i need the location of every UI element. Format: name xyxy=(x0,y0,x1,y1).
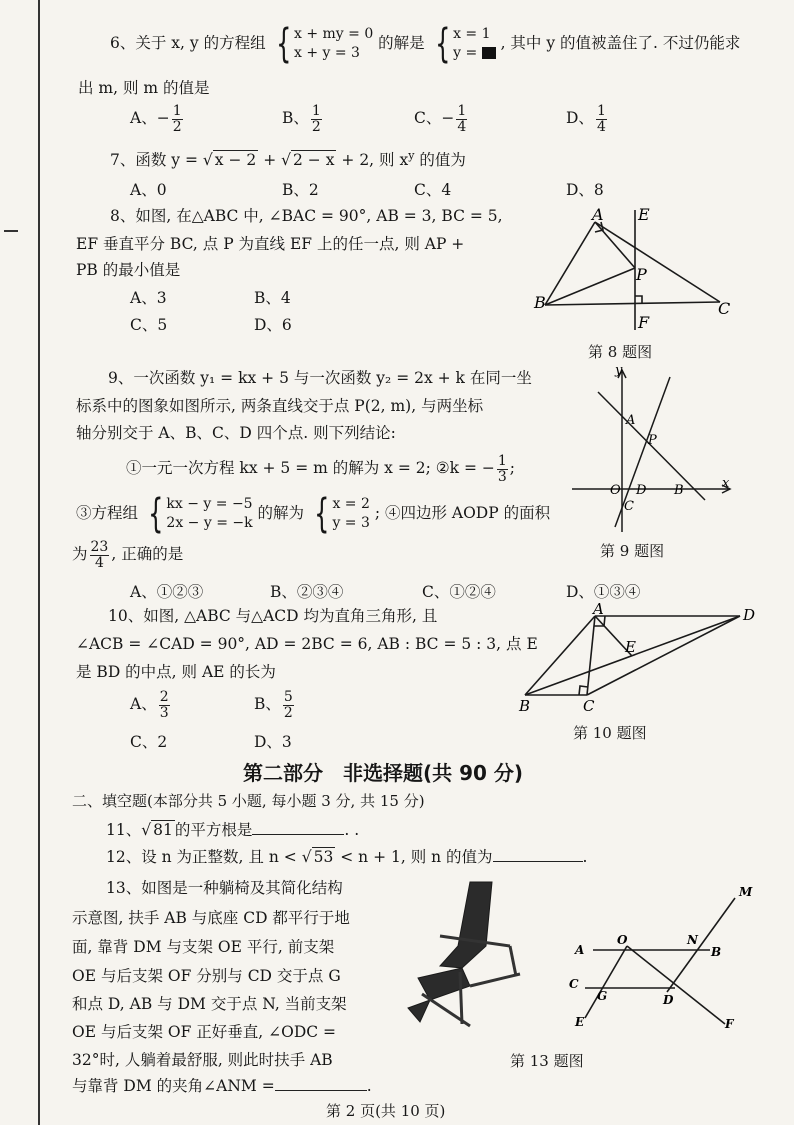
option-a xyxy=(130,104,185,134)
denominator: 2 xyxy=(311,118,321,135)
question-number: 11、 xyxy=(106,821,142,839)
label-p: P xyxy=(636,265,647,284)
figure-q13 xyxy=(565,880,760,1030)
option-d: D、①③④ xyxy=(566,583,641,601)
figure-caption: 第 8 题图 xyxy=(588,343,653,361)
option-c xyxy=(414,104,469,134)
option-label: B、 xyxy=(282,109,309,128)
question-13-line-7: 32°时, 人躺着最舒服, 则此时扶手 AB xyxy=(72,1051,333,1069)
option-d: D、3 xyxy=(254,733,292,751)
denominator: 3 xyxy=(497,468,507,485)
segment-ac xyxy=(587,616,595,695)
question-text: . xyxy=(366,1077,372,1095)
segment-ab xyxy=(525,616,595,695)
question-text: ③方程组 xyxy=(76,504,139,522)
denominator: 2 xyxy=(283,704,293,721)
label-a: A xyxy=(575,943,585,957)
denominator: 3 xyxy=(159,704,169,721)
question-9-line-6 xyxy=(72,540,183,570)
option-label: B、 xyxy=(254,695,281,714)
question-text: 12、设 n 为正整数, 且 n < xyxy=(106,848,297,866)
line-dm xyxy=(667,898,735,992)
option-a: A、①②③ xyxy=(130,583,204,601)
question-8-line-2: EF 垂直平分 BC, 点 P 为直线 EF 上的任一点, 则 AP + xyxy=(76,235,465,253)
question-13-line-1: 13、如图是一种躺椅及其简化结构 xyxy=(106,879,343,897)
right-angle-mark xyxy=(635,296,642,303)
label-g: G xyxy=(597,989,608,1003)
label-a: A xyxy=(593,600,604,618)
label-e: E xyxy=(625,638,636,656)
equation-row: x + my = 0 xyxy=(293,26,374,43)
numerator: 1 xyxy=(311,103,321,119)
chair-leg xyxy=(460,972,462,1024)
chair-backrest xyxy=(440,882,492,968)
equation-row: 2x − y = −k xyxy=(166,515,253,531)
figure-q9 xyxy=(560,362,750,537)
label-d: D xyxy=(743,606,756,624)
radical: √ 2 − x xyxy=(281,151,335,169)
question-text: 关于 x, y 的方程组 xyxy=(135,34,266,52)
numerator: 23 xyxy=(90,539,109,555)
fraction xyxy=(497,454,508,484)
plus-sign: + xyxy=(263,151,277,169)
fraction xyxy=(311,104,322,134)
question-9-line-5 xyxy=(76,491,551,537)
question-text: 与靠背 DM 的夹角∠ANM = xyxy=(72,1077,275,1095)
solution-system: { x = 2 y = 3 xyxy=(314,491,370,537)
binding-margin-line xyxy=(38,0,40,1125)
numerator: 1 xyxy=(497,453,507,469)
question-text: . . xyxy=(344,821,360,839)
option-a: A、0 xyxy=(130,181,167,199)
question-13-line-2: 示意图, 扶手 AB 与底座 CD 都平行于地 xyxy=(72,909,350,927)
answer-blank[interactable] xyxy=(275,1090,367,1091)
question-text: 7、函数 y = xyxy=(110,151,198,169)
question-text: ; xyxy=(509,459,516,478)
question-6-line-1 xyxy=(110,21,741,67)
numerator: 5 xyxy=(283,689,293,705)
option-label: A、− xyxy=(130,109,170,128)
equation-system: { x + my = 0 x + y = 3 xyxy=(275,21,374,67)
option-d: D、8 xyxy=(566,181,604,199)
answer-blank[interactable] xyxy=(252,834,344,835)
option-label: D、 xyxy=(566,109,594,128)
label-e: E xyxy=(638,205,650,224)
figure-caption: 第 9 题图 xyxy=(600,542,665,560)
radical: √ 53 xyxy=(301,848,334,866)
equation-row: y = xyxy=(453,45,478,61)
label-x: x xyxy=(722,476,730,491)
question-text: 的解为 xyxy=(257,504,305,522)
fraction xyxy=(172,104,183,134)
label-b: B xyxy=(674,483,684,498)
question-13-line-3: 面, 靠背 DM 与支架 OE 平行, 前支架 xyxy=(72,938,335,956)
question-9-line-4 xyxy=(126,454,515,484)
fraction xyxy=(159,690,170,720)
fill-in-heading: 二、填空题(本部分共 5 小题, 每小题 3 分, 共 15 分) xyxy=(72,792,425,810)
label-c: C xyxy=(624,499,634,514)
equation-row: x = 2 xyxy=(332,496,370,513)
question-text: , 正确的是 xyxy=(111,545,184,564)
label-f: F xyxy=(725,1017,734,1030)
label-p: P xyxy=(648,433,657,448)
numerator: 1 xyxy=(596,103,606,119)
label-c: C xyxy=(569,977,579,991)
question-10-line-2: ∠ACB = ∠CAD = 90°, AD = 2BC = 6, AB : BC = 5 : 3, 点 E xyxy=(76,635,538,653)
question-8-line-3: PB 的最小值是 xyxy=(76,261,181,279)
exponent: y xyxy=(408,148,415,162)
chair-frame xyxy=(470,974,520,986)
denominator: 2 xyxy=(172,118,182,135)
question-text: + 2, 则 x xyxy=(341,151,409,169)
question-9-line-1: 9、一次函数 y₁ = kx + 5 与一次函数 y₂ = 2x + k 在同一坐 xyxy=(108,369,532,387)
question-text: ; ④四边形 AODP 的面积 xyxy=(374,504,551,522)
label-o: O xyxy=(610,483,621,498)
label-b: B xyxy=(711,945,722,959)
segment-bp xyxy=(545,268,635,305)
binding-margin-mark xyxy=(4,230,18,232)
question-text: 的值为 xyxy=(419,151,466,169)
equation-row: y = 3 xyxy=(332,515,370,531)
label-a: A xyxy=(626,413,636,428)
label-d: D xyxy=(636,483,647,498)
question-13-line-8 xyxy=(72,1074,372,1096)
option-c: C、①②④ xyxy=(422,583,496,601)
recliner-chair-photo xyxy=(400,876,535,1036)
option-a: A、3 xyxy=(130,289,167,307)
label-d: D xyxy=(663,993,674,1007)
question-6-line-2: 出 m, 则 m 的值是 xyxy=(78,79,210,97)
question-9-line-3: 轴分别交于 A、B、C、D 四个点. 则下列结论: xyxy=(76,424,396,442)
segment-ac xyxy=(595,222,720,302)
section-title: 第二部分 非选择题(共 90 分) xyxy=(243,761,524,785)
label-f: F xyxy=(638,313,650,332)
numerator: 2 xyxy=(159,689,169,705)
radicand: x − 2 xyxy=(214,151,257,169)
option-b: B、4 xyxy=(254,289,291,307)
chair-frame xyxy=(510,946,516,976)
question-text: 的解是 xyxy=(378,34,425,52)
option-d: D、6 xyxy=(254,316,292,334)
question-10-line-1: 10、如图, △ABC 与△ACD 均为直角三角形, 且 xyxy=(108,607,438,625)
label-e: E xyxy=(575,1015,585,1029)
label-c: C xyxy=(583,697,595,715)
radical: √ x − 2 xyxy=(202,151,257,169)
segment-bc xyxy=(545,302,720,305)
figure-caption: 第 13 题图 xyxy=(510,1052,584,1070)
label-b: B xyxy=(534,293,546,312)
radicand: 2 − x xyxy=(293,151,335,169)
numerator: 1 xyxy=(172,103,182,119)
question-13-line-4: OE 与后支架 OF 分别与 CD 交于点 G xyxy=(72,967,341,985)
option-c: C、5 xyxy=(130,316,168,334)
question-text: < n + 1, 则 n 的值为 xyxy=(340,848,493,866)
segment-ab xyxy=(545,222,595,305)
page-footer: 第 2 页(共 10 页) xyxy=(326,1102,446,1120)
question-text: 的平方根是 xyxy=(174,821,253,839)
figure-caption: 第 10 题图 xyxy=(573,724,647,742)
question-number: 6、 xyxy=(110,34,136,52)
fraction xyxy=(90,540,110,570)
equation-row: kx − y = −5 xyxy=(166,496,253,513)
option-b: B、②③④ xyxy=(270,583,344,601)
solution-system: { x = 1 y = xyxy=(430,24,496,64)
denominator: 4 xyxy=(94,554,104,571)
equation-row: x = 1 xyxy=(453,26,491,43)
option-label: C、− xyxy=(414,109,455,128)
label-b: B xyxy=(519,697,531,715)
numerator: 1 xyxy=(457,103,467,119)
radical: √ 81 xyxy=(141,821,173,839)
label-n: N xyxy=(687,933,698,947)
question-text: ①一元一次方程 kx + 5 = m 的解为 x = 2; ②k = − xyxy=(126,459,495,478)
question-7-line-1 xyxy=(110,148,466,170)
option-label: A、 xyxy=(130,695,157,714)
label-c: C xyxy=(718,299,731,318)
option-b xyxy=(282,104,324,134)
segment-cd xyxy=(587,616,740,695)
fraction xyxy=(283,690,294,720)
label-a: A xyxy=(592,205,604,224)
figure-q8 xyxy=(530,200,750,340)
option-c: C、4 xyxy=(414,181,452,199)
question-13-line-5: 和点 D, AB 与 DM 交于点 N, 当前支架 xyxy=(72,995,347,1013)
covered-value-block xyxy=(482,47,496,59)
fraction xyxy=(596,104,607,134)
question-text: . xyxy=(582,848,588,866)
option-b: B、2 xyxy=(282,181,319,199)
chair-footrest xyxy=(408,1000,430,1022)
figure-q10 xyxy=(515,598,760,716)
segment-ap xyxy=(595,222,635,268)
question-12 xyxy=(106,845,587,867)
question-text: , 其中 y 的值被盖住了. 不过仍能求 xyxy=(500,34,741,52)
question-11 xyxy=(106,818,359,840)
question-text: 为 xyxy=(72,545,88,564)
fraction xyxy=(456,104,467,134)
option-d xyxy=(566,104,609,134)
option-c: C、2 xyxy=(130,733,168,751)
line-oe xyxy=(585,946,627,1018)
equation-row: x + y = 3 xyxy=(293,45,360,61)
label-y: y xyxy=(615,363,623,378)
denominator: 4 xyxy=(457,118,467,135)
radicand: 53 xyxy=(313,848,334,866)
question-13-line-6: OE 与后支架 OF 正好垂直, ∠ODC = xyxy=(72,1023,337,1041)
label-m: M xyxy=(739,885,753,899)
option-a xyxy=(130,690,172,720)
question-8-line-1: 8、如图, 在△ABC 中, ∠BAC = 90°, AB = 3, BC = 5, xyxy=(110,207,503,225)
option-b xyxy=(254,690,296,720)
radicand: 81 xyxy=(153,821,173,839)
answer-blank[interactable] xyxy=(493,861,583,862)
label-o: O xyxy=(617,933,628,947)
question-9-line-2: 标系中的图象如图所示, 两条直线交于点 P(2, m), 与两坐标 xyxy=(76,397,484,415)
equation-system: { kx − y = −5 2x − y = −k xyxy=(148,491,253,537)
question-10-line-3: 是 BD 的中点, 则 AE 的长为 xyxy=(76,663,276,681)
denominator: 4 xyxy=(596,118,606,135)
